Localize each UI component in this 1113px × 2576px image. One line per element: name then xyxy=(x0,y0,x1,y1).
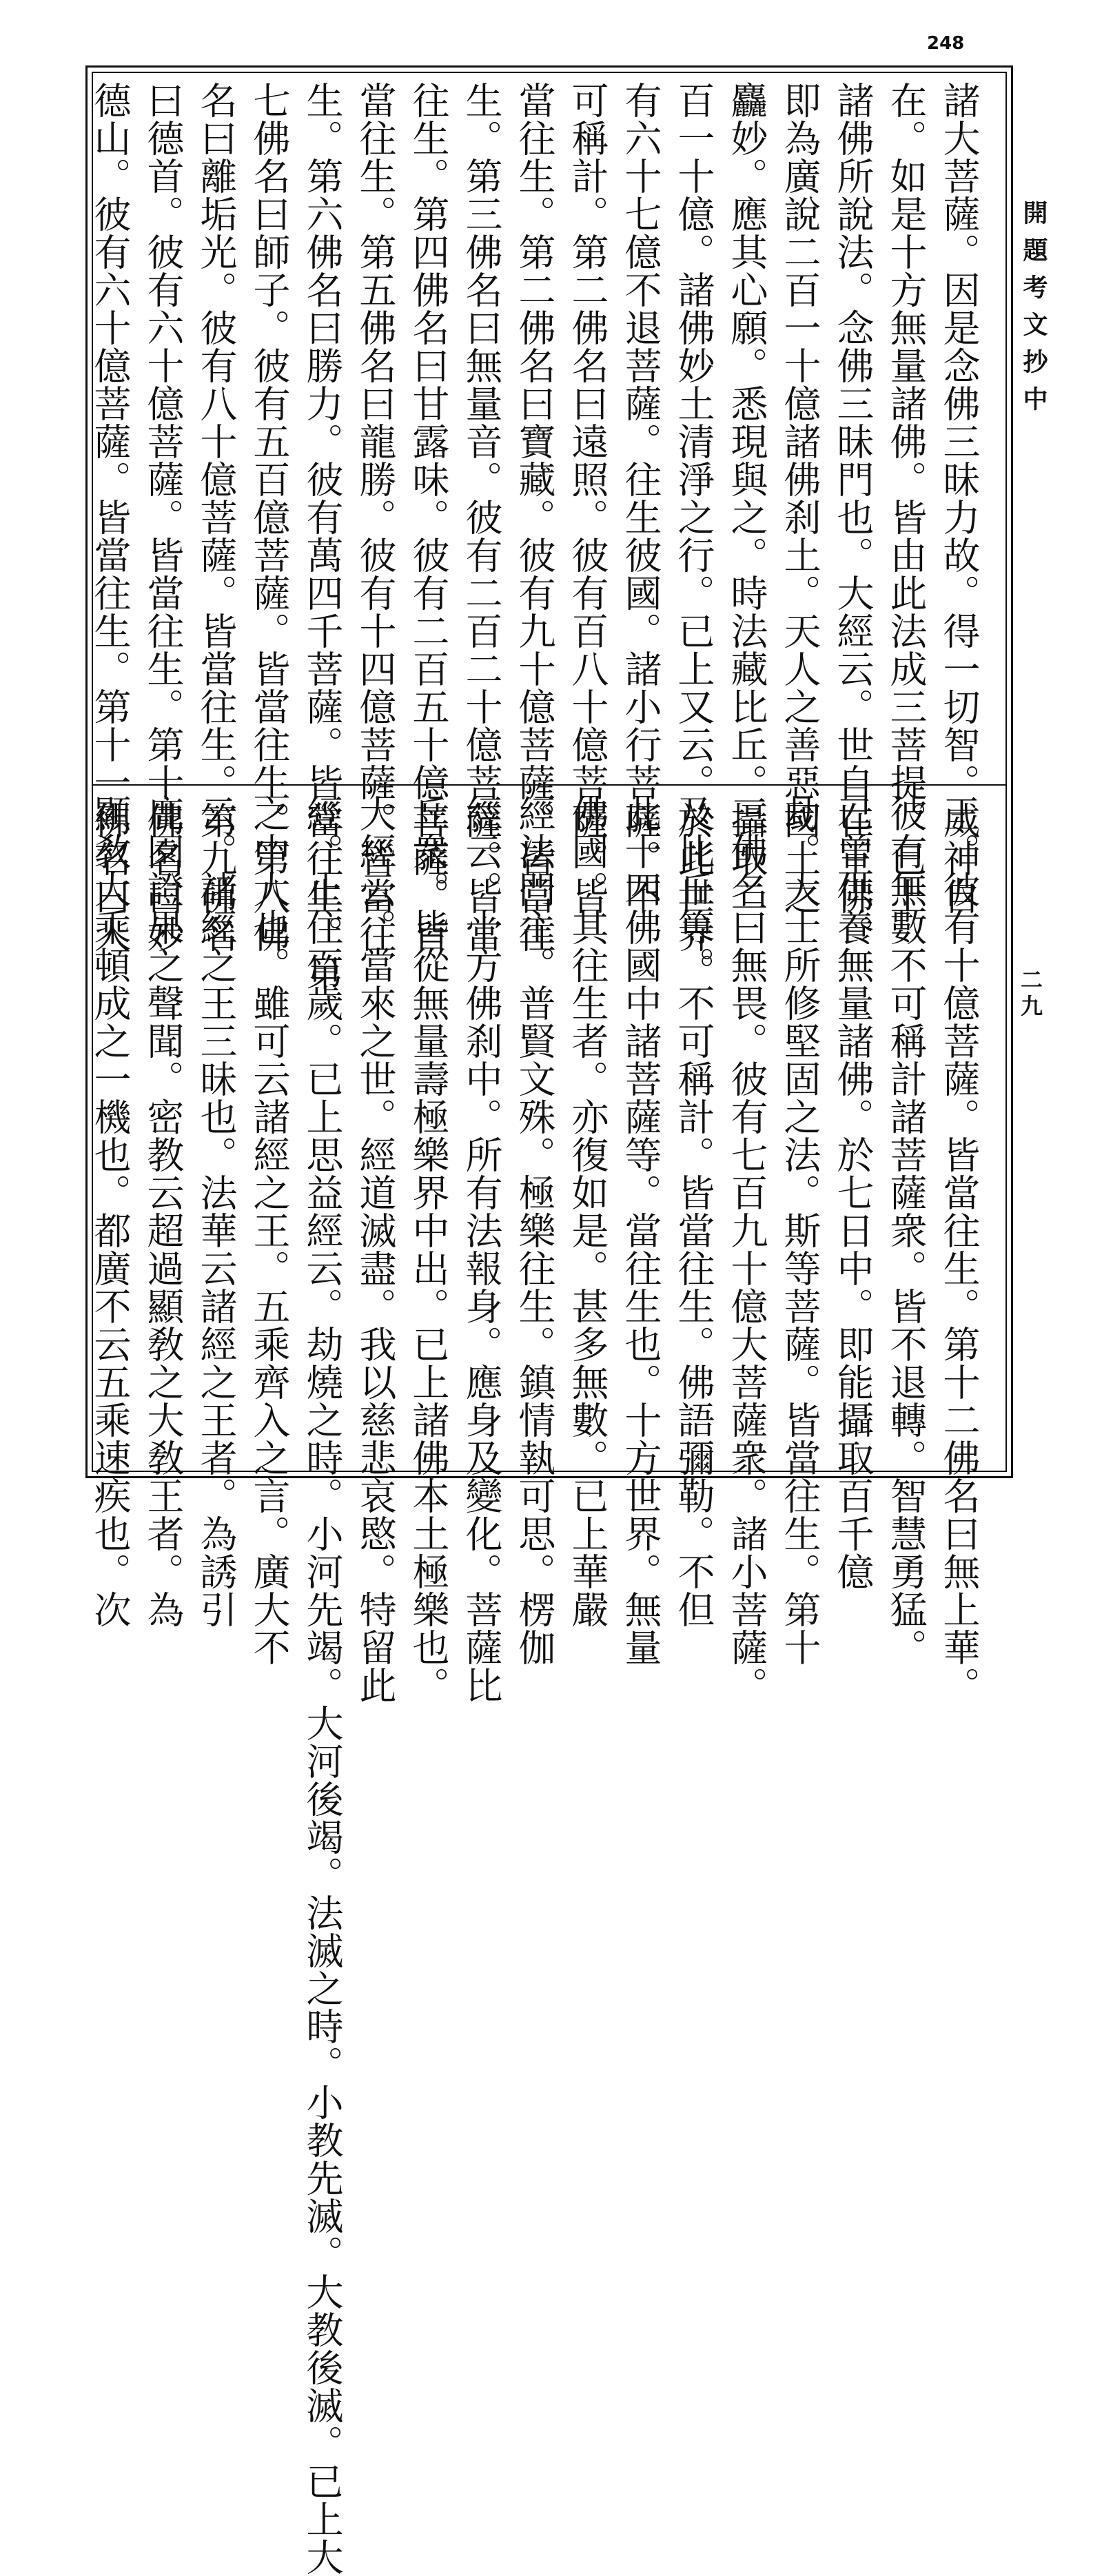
text-line: 丘衆。皆從無量壽極樂界中出。已上諸佛本土極樂也。 xyxy=(407,795,450,1704)
text-line: 諸大菩薩。因是念佛三昧力故。得一切智。威神自 xyxy=(937,81,981,915)
text-line: 在。如是十方無量諸佛。皆由此法成三菩提。已上 xyxy=(884,81,928,915)
text-line: 經法門主。普賢文殊。極樂往生。鎮情執可思。楞伽 xyxy=(513,795,556,1666)
text-line: 生。第三佛名曰無量音。彼有二百二十億菩薩。皆當 xyxy=(460,81,503,953)
side-title: 開題考文抄中 xyxy=(1019,200,1048,423)
text-line: 往生。第四佛名曰甘露味。彼有二百五十億菩薩。皆 xyxy=(407,81,450,953)
text-line: 彼有無數不可稱計諸菩薩衆。皆不退轉。智慧勇猛。 xyxy=(884,795,928,1666)
text-line: 德山。彼有六十億菩薩。皆當往生。第十一佛名曰人 xyxy=(88,81,132,953)
text-line: 之中大也。雖可云諸經之王。五乘齊入之言。廣大不 xyxy=(247,795,291,1666)
text-line: 當往生。第二佛名曰寶藏。彼有九十億菩薩。皆當往 xyxy=(513,81,556,953)
text-line: 此十四佛國中諸菩薩等。當往生也。十方世界。無量 xyxy=(619,795,662,1666)
text-line: 云。諸經之王三昧也。法華云諸經之王者。為誘引 xyxy=(194,795,238,1628)
page-number: 248 xyxy=(927,33,965,54)
text-line: 已曾供養無量諸佛。於七日中。即能攝取百千億 xyxy=(831,795,875,1591)
text-line: 有六十七億不退菩薩。往生彼國。諸小行菩薩。不 xyxy=(619,81,662,915)
text-line: 即為廣說二百一十億諸佛刹土。天人之善惡國土之 xyxy=(778,81,821,915)
text-line: 諸佛所說法。念佛三昧門也。大經云。世自在王佛。 xyxy=(831,81,875,953)
text-line: 七佛名曰師子。彼有五百億菩薩。皆當往生。第八佛 xyxy=(247,81,291,953)
text-line: 經。止住百歲。已上思益經云。劫燒之時。小河先竭。大河後竭。法滅之時。小教先滅。大教後滅。已上大 xyxy=(300,795,344,2576)
text-line: 佛國。其往生者。亦復如是。甚多無數。已上華嚴 xyxy=(566,795,609,1628)
lower-text-block xyxy=(88,795,986,2576)
text-line: 曰德首。彼有六十億菩薩。皆當往生。第十佛名曰妙 xyxy=(141,81,185,953)
text-line: 經云。十方佛刹中。所有法報身。應身及變化。菩薩比 xyxy=(460,795,503,1704)
text-line: 及比丘等。不可稱計。皆當往生。佛語彌勒。不但 xyxy=(672,795,715,1628)
text-line: 三佛名曰無畏。彼有七百九十億大菩薩衆。諸小菩薩。 xyxy=(725,795,768,1704)
text-line: 劫。大士所修堅固之法。斯等菩薩。皆當往生。第十 xyxy=(778,795,821,1666)
text-line: 麤妙。應其心願。悉現與之。時法藏比丘。攝取二 xyxy=(725,81,768,915)
text-line: 顯敎大乘頓成之一機也。都廣不云五乘速疾也。次 xyxy=(88,795,132,1628)
text-line: 當往生。第五佛名曰龍勝。彼有十四億菩薩。皆當往 xyxy=(354,81,397,953)
text-line: 可稱計。第二佛名曰遠照。彼有百八十億菩薩。皆 xyxy=(566,81,609,915)
text-line: 生。第六佛名曰勝力。彼有萬四千菩薩。皆當往生。第 xyxy=(300,81,344,991)
text-line: 王。彼有十億菩薩。皆當往生。第十二佛名曰無上華。 xyxy=(937,795,981,1704)
text-line: 大經云。當來之世。經道滅盡。我以慈悲哀愍。特留此 xyxy=(354,795,397,1704)
text-line: 鹿園證果之聲聞。密教云超過顯敎之大敎王者。為 xyxy=(141,795,185,1628)
text-line: 百一十億。諸佛妙土清淨之行。已上又云。於此世界。 xyxy=(672,81,715,991)
side-page-number: 二九 xyxy=(1017,968,1043,1021)
upper-text-block xyxy=(88,81,986,991)
text-line: 名曰離垢光。彼有八十億菩薩。皆當往生。第九佛名 xyxy=(194,81,238,953)
